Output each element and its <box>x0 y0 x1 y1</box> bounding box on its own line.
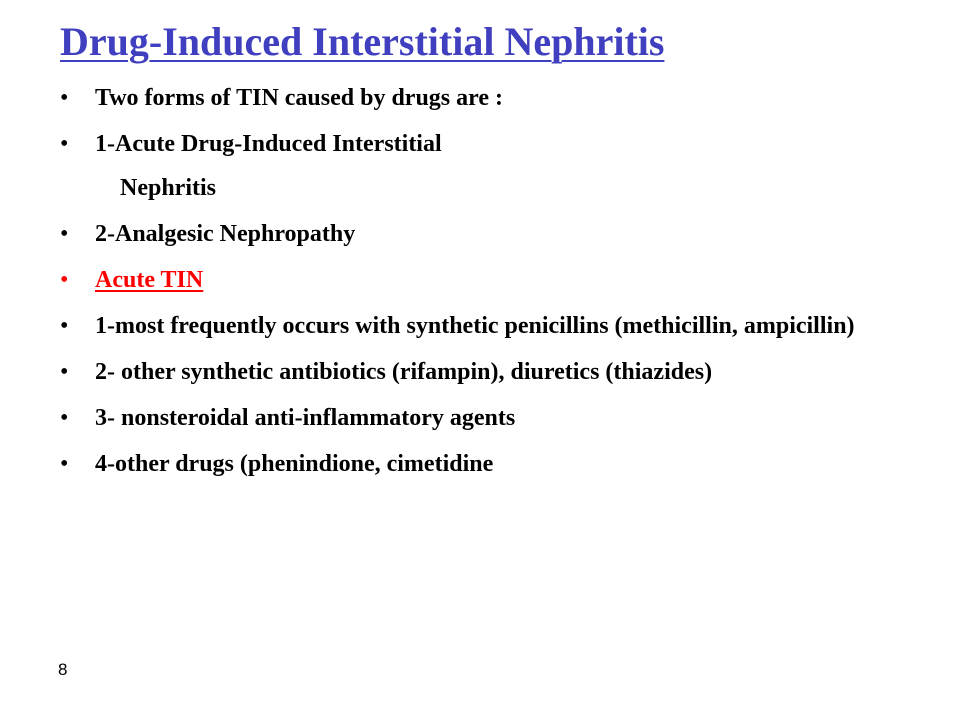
bullet-dot-icon: • <box>60 451 69 477</box>
bullet-dot-icon: • <box>60 359 69 385</box>
bullet-dot-icon: • <box>60 313 69 339</box>
bullet-item-penicillins <box>60 310 920 342</box>
bullet-dot-icon: • <box>60 405 69 431</box>
page-number: 8 <box>58 660 68 679</box>
bullet-text: Nephritis <box>120 175 216 201</box>
bullet-dot-icon: • <box>60 85 69 111</box>
bullet-item-other-drugs <box>60 448 920 480</box>
bullet-item-nsaids <box>60 402 920 434</box>
bullet-text: 2-Analgesic Nephropathy <box>95 221 356 247</box>
bullet-item-analgesic-nephropathy <box>60 218 920 250</box>
bullet-item-acute-tin-heading <box>60 264 920 296</box>
bullet-text: 3- nonsteroidal anti-inflammatory agents <box>95 405 516 431</box>
bullet-dot-icon: • <box>60 221 69 247</box>
bullet-text-highlight: Acute TIN <box>95 267 204 293</box>
bullet-item-acute-drug-induced <box>60 128 920 160</box>
bullet-text: 1-most frequently occurs with synthetic penicillins (methicillin, ampicillin) <box>95 313 855 339</box>
bullet-dot-icon: • <box>60 131 69 157</box>
bullet-dot-icon: • <box>60 267 69 293</box>
slide-title: Drug-Induced Interstitial Nephritis <box>60 19 665 64</box>
bullet-text: 1-Acute Drug-Induced Interstitial <box>95 131 442 157</box>
bullet-item-forms <box>60 82 920 114</box>
bullet-text: 4-other drugs (phenindione, cimetidine <box>95 451 494 477</box>
bullet-text: Two forms of TIN caused by drugs are : <box>95 85 504 111</box>
bullet-list <box>60 82 920 494</box>
bullet-item-antibiotics-diuretics <box>60 356 920 388</box>
bullet-text: 2- other synthetic antibiotics (rifampin), diuretics (thiazides) <box>95 359 713 385</box>
bullet-continuation-nephritis <box>60 172 920 204</box>
